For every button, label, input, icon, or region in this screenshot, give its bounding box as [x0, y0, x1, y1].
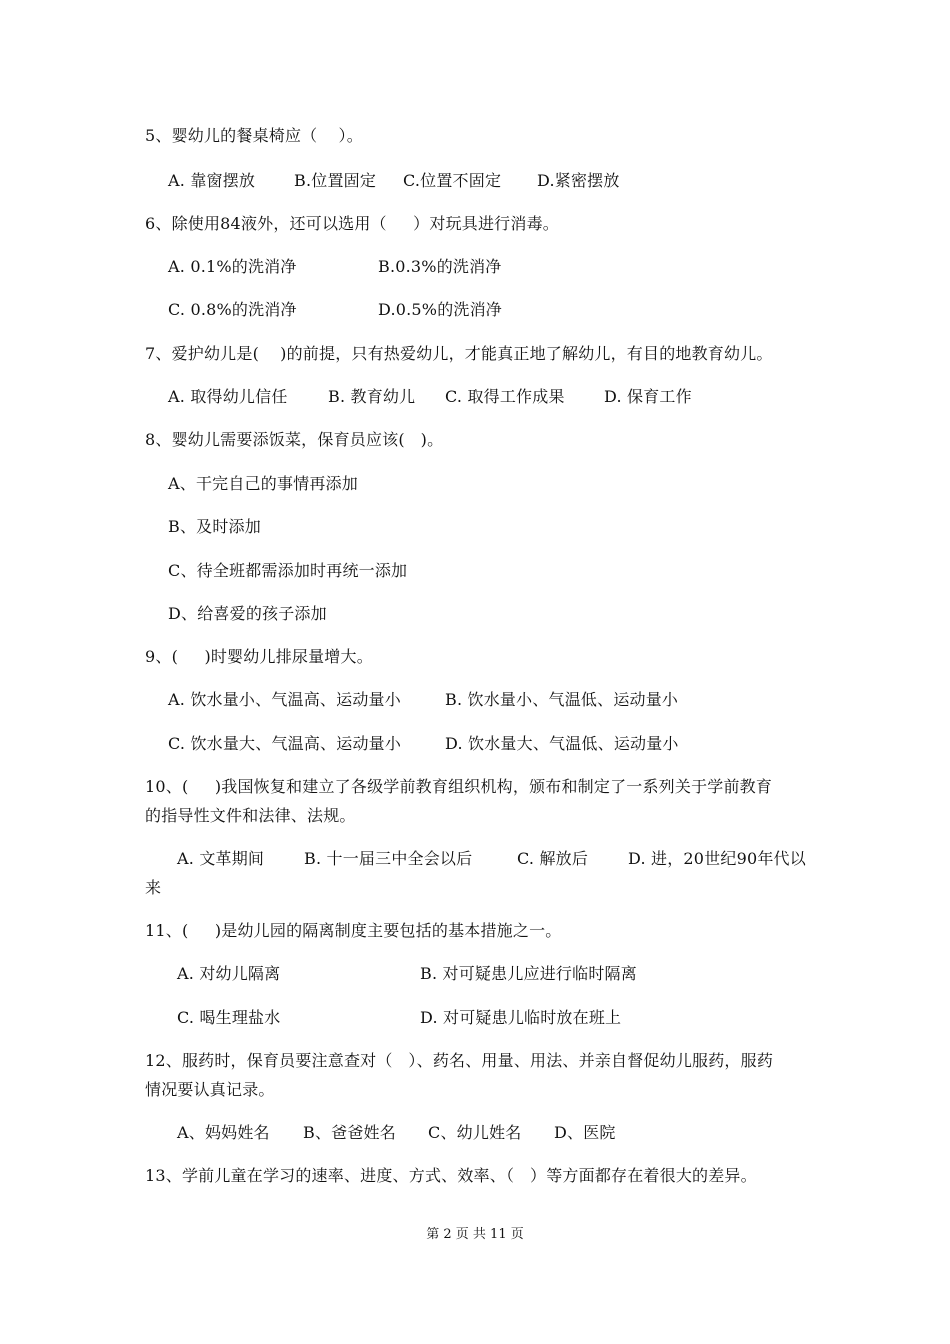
question-10-option-d-wrap: 来: [145, 878, 162, 897]
question-6-option-b: B.0.3%的洗消净: [378, 257, 502, 276]
question-5-option-c: C.位置不固定: [403, 171, 502, 190]
question-5-option-b: B.位置固定: [294, 171, 377, 190]
question-9-option-b: B. 饮水量小、气温低、运动量小: [445, 690, 679, 709]
question-6-option-d: D.0.5%的洗消净: [378, 300, 502, 319]
question-8-option-a: A、干完自己的事情再添加: [168, 474, 358, 493]
question-9-option-c: C. 饮水量大、气温高、运动量小: [168, 734, 402, 753]
question-13-stem: 13、学前儿童在学习的速率、进度、方式、效率、（ ）等方面都存在着很大的差异。: [145, 1166, 757, 1185]
question-5-option-d: D.紧密摆放: [537, 171, 620, 190]
question-5-option-a: A. 靠窗摆放: [168, 171, 256, 190]
question-6-option-a: A. 0.1%的洗消净: [168, 257, 297, 276]
question-5-stem: 5、婴幼儿的餐桌椅应（ ）。: [145, 126, 363, 145]
question-12-option-c: C、幼儿姓名: [428, 1123, 522, 1142]
question-12-option-b: B、爸爸姓名: [303, 1123, 396, 1142]
question-9-option-a: A. 饮水量小、气温高、运动量小: [168, 690, 401, 709]
question-12-option-d: D、医院: [554, 1123, 616, 1142]
question-12-stem-line-2: 情况要认真记录。: [145, 1080, 275, 1099]
question-10-option-c: C. 解放后: [517, 849, 589, 868]
question-8-stem: 8、婴幼儿需要添饭菜，保育员应该( )。: [145, 430, 444, 449]
question-11-option-d: D. 对可疑患儿临时放在班上: [420, 1008, 622, 1027]
question-8-option-c: C、待全班都需添加时再统一添加: [168, 561, 408, 580]
question-9-stem: 9、( )时婴幼儿排尿量增大。: [145, 647, 373, 666]
question-6-stem: 6、除使用84液外，还可以选用（ ）对玩具进行消毒。: [145, 214, 559, 233]
question-7-option-c: C. 取得工作成果: [445, 387, 565, 406]
question-7-option-b: B. 教育幼儿: [328, 387, 416, 406]
question-8-option-b: B、及时添加: [168, 517, 261, 536]
question-11-option-b: B. 对可疑患儿应进行临时隔离: [420, 964, 637, 983]
question-10-option-a: A. 文革期间: [177, 849, 265, 868]
question-10-option-d: D. 进，20世纪90年代以: [628, 849, 806, 868]
question-9-option-d: D. 饮水量大、气温低、运动量小: [445, 734, 679, 753]
question-7-stem: 7、爱护幼儿是( )的前提，只有热爱幼儿，才能真正地了解幼儿，有目的地教育幼儿。: [145, 344, 773, 363]
page-footer: 第 2 页 共 11 页: [426, 1227, 524, 1242]
question-7-option-a: A. 取得幼儿信任: [168, 387, 288, 406]
question-10-stem-line-1: 10、( )我国恢复和建立了各级学前教育组织机构，颁布和制定了一系列关于学前教育: [145, 777, 773, 796]
question-6-option-c: C. 0.8%的洗消净: [168, 300, 297, 319]
question-11-option-c: C. 喝生理盐水: [177, 1008, 281, 1027]
question-11-stem: 11、( )是幼儿园的隔离制度主要包括的基本措施之一。: [145, 921, 562, 940]
question-12-option-a: A、妈妈姓名: [177, 1123, 270, 1142]
question-10-option-b: B. 十一届三中全会以后: [304, 849, 473, 868]
question-11-option-a: A. 对幼儿隔离: [177, 964, 281, 983]
question-12-stem-line-1: 12、服药时，保育员要注意查对（ ）、药名、用量、用法、并亲自督促幼儿服药，服药: [145, 1051, 774, 1070]
question-10-stem-line-2: 的指导性文件和法律、法规。: [145, 806, 356, 825]
question-8-option-d: D、给喜爱的孩子添加: [168, 604, 327, 623]
question-7-option-d: D. 保育工作: [604, 387, 692, 406]
